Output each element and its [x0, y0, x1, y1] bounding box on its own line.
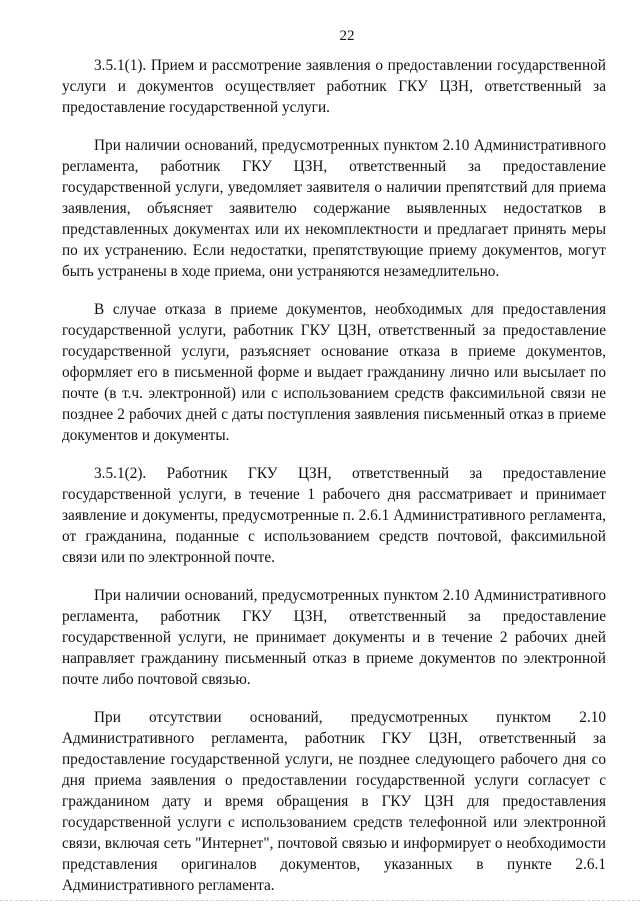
paragraph-refusal: В случае отказа в приеме документов, необходимых для предоставления государственной услуги, работник ГКУ ЦЗН, ответственный за предоставление государственной услуги, разъясняет основание отказа в приеме документов, оформляет его в письменной форме и выдает гражданину лично или высылает по почте (в т.ч. электронной) или с использованием средств факсимильной связи не позднее 2 рабочих дней с даты поступления заявления письменный отказ в приеме документов и документы. [62, 301, 606, 444]
paragraph-3-5-1-2: 3.5.1(2). Работник ГКУ ЦЗН, ответственный за предоставление государственной услуги, в течение 1 рабочего дня рассматривает и принимает заявление и документы, предусмотренные п. 2.6.1 Административного регламента, от гражданина, поданные с использованием средств почтовой, факсимильной связи или по электронной почте. [62, 465, 606, 566]
paragraph-grounds-notification: При наличии оснований, предусмотренных пунктом 2.10 Административного регламента, работник ГКУ ЦЗН, ответственный за предоставление государственной услуги, уведомляет заявителя о наличии препятствий для приема заявления, объясняет заявителю содержание выявленных недостатков в представленных документах или их некомплектности и предлагает принять меры по их устранению. Если недостатки, препятствующие приему документов, могут быть устранены в ходе приема, они устраняются незамедлительно. [62, 137, 606, 280]
paragraph-3-5-1-1: 3.5.1(1). Прием и рассмотрение заявления о предоставлении государственной услуги и документов осуществляет работник ГКУ ЦЗН, ответственный за предоставление государственной услуги. [62, 57, 606, 116]
paragraph-no-grounds: При отсутствии оснований, предусмотренных пунктом 2.10 Административного регламента, работник ГКУ ЦЗН, ответственный за предоставление государственной услуги, не позднее следующего рабочего дня со дня приема заявления о предоставлении государственной услуги согласует с гражданином дату и время обращения в ГКУ ЦЗН для предоставления государственной услуги с использованием средств телефонной или электронной связи, включая сеть "Интернет", почтовой связью и информирует о необходимости представления оригиналов документов, указанных в пункте 2.6.1 Административного регламента. [62, 709, 606, 894]
paragraph-grounds-refusal-mail: При наличии оснований, предусмотренных пунктом 2.10 Административного регламента, работник ГКУ ЦЗН, ответственный за предоставление государственной услуги, не принимает документы и в течение 2 рабочих дней направляет гражданину письменный отказ в приеме документов по электронной почте либо почтовой связью. [62, 587, 606, 688]
page-number: 22 [339, 28, 355, 44]
page-bottom-rule [0, 900, 640, 901]
